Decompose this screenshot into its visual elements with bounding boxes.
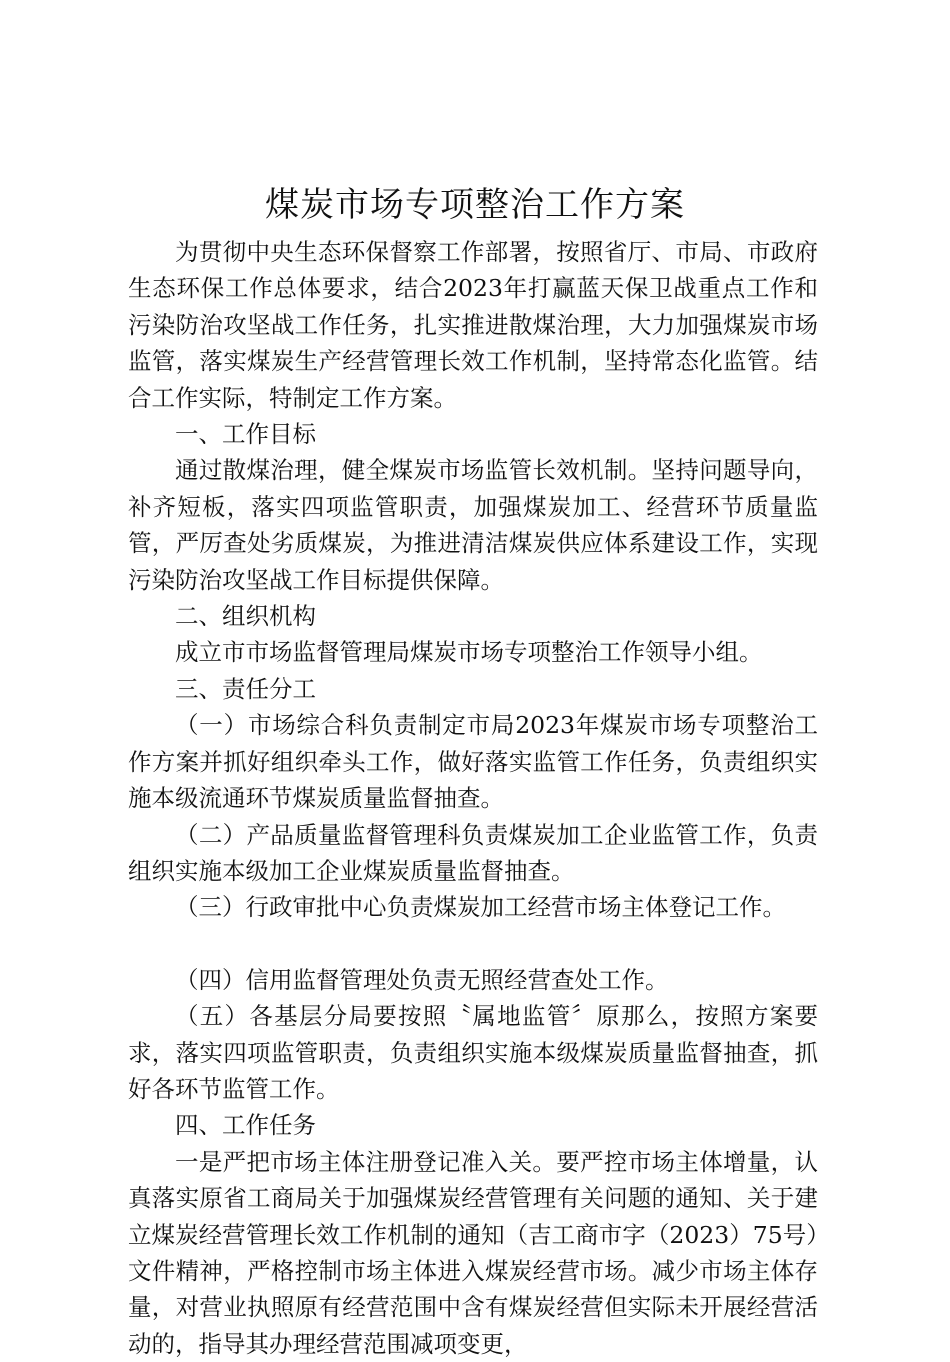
responsibility-item-2: （二）产品质量监督管理科负责煤炭加工企业监管工作，负责组织实施本级加工企业煤炭质量监督抽查。 bbox=[128, 820, 818, 885]
section-heading-organization: 二、组织机构 bbox=[175, 602, 316, 631]
goals-paragraph: 通过散煤治理，健全煤炭市场监管长效机制。坚持问题导向，补齐短板，落实四项监管职责，加强煤炭加工、经营环节质量监管，严厉查处劣质煤炭，为推进清洁煤炭供应体系建设工作，实现污染防治攻坚战工作目标提供保障。 bbox=[128, 456, 818, 594]
responsibility-item-4: （四）信用监督管理处负责无照经营查处工作。 bbox=[175, 965, 669, 994]
responsibility-item-5: （五）各基层分局要按照〝属地监管〞原那么，按照方案要求，落实四项监管职责，负责组织实施本级煤炭质量监督抽查，抓好各环节监管工作。 bbox=[128, 1002, 818, 1103]
responsibility-item-1: （一）市场综合科负责制定市局2023年煤炭市场专项整治工作方案并抓好组织牵头工作，做好落实监管工作任务，负责组织实施本级流通环节煤炭质量监督抽查。 bbox=[128, 711, 818, 813]
section-heading-responsibilities: 三、责任分工 bbox=[175, 674, 316, 703]
organization-paragraph: 成立市市场监督管理局煤炭市场专项整治工作领导小组。 bbox=[175, 638, 763, 667]
document-title: 煤炭市场专项整治工作方案 bbox=[265, 185, 685, 225]
intro-paragraph: 为贯彻中央生态环保督察工作部署，按照省厅、市局、市政府生态环保工作总体要求，结合2023年打赢蓝天保卫战重点工作和污染防治攻坚战工作任务，扎实推进散煤治理，大力加强煤炭市场监管，落实煤炭生产经营管理长效工作机制，坚持常态化监管。结合工作实际，特制定工作方案。 bbox=[128, 238, 818, 412]
responsibility-item-3: （三）行政审批中心负责煤炭加工经营市场主体登记工作。 bbox=[175, 893, 786, 922]
task-paragraph-1: 一是严把市场主体注册登记准入关。要严控市场主体增量，认真落实原省工商局关于加强煤炭经营管理有关问题的通知、关于建立煤炭经营管理长效工作机制的通知（吉工商市字（2023）75号）文件精神，严格控制市场主体进入煤炭经营市场。减少市场主体存量，对营业执照原有经营范围中含有煤炭经营但实际未开展经营活动的，指导其办理经营范围减项变更， bbox=[128, 1147, 818, 1358]
section-heading-tasks: 四、工作任务 bbox=[175, 1111, 316, 1140]
document-body bbox=[128, 234, 818, 1362]
section-heading-goals: 一、工作目标 bbox=[175, 420, 316, 449]
